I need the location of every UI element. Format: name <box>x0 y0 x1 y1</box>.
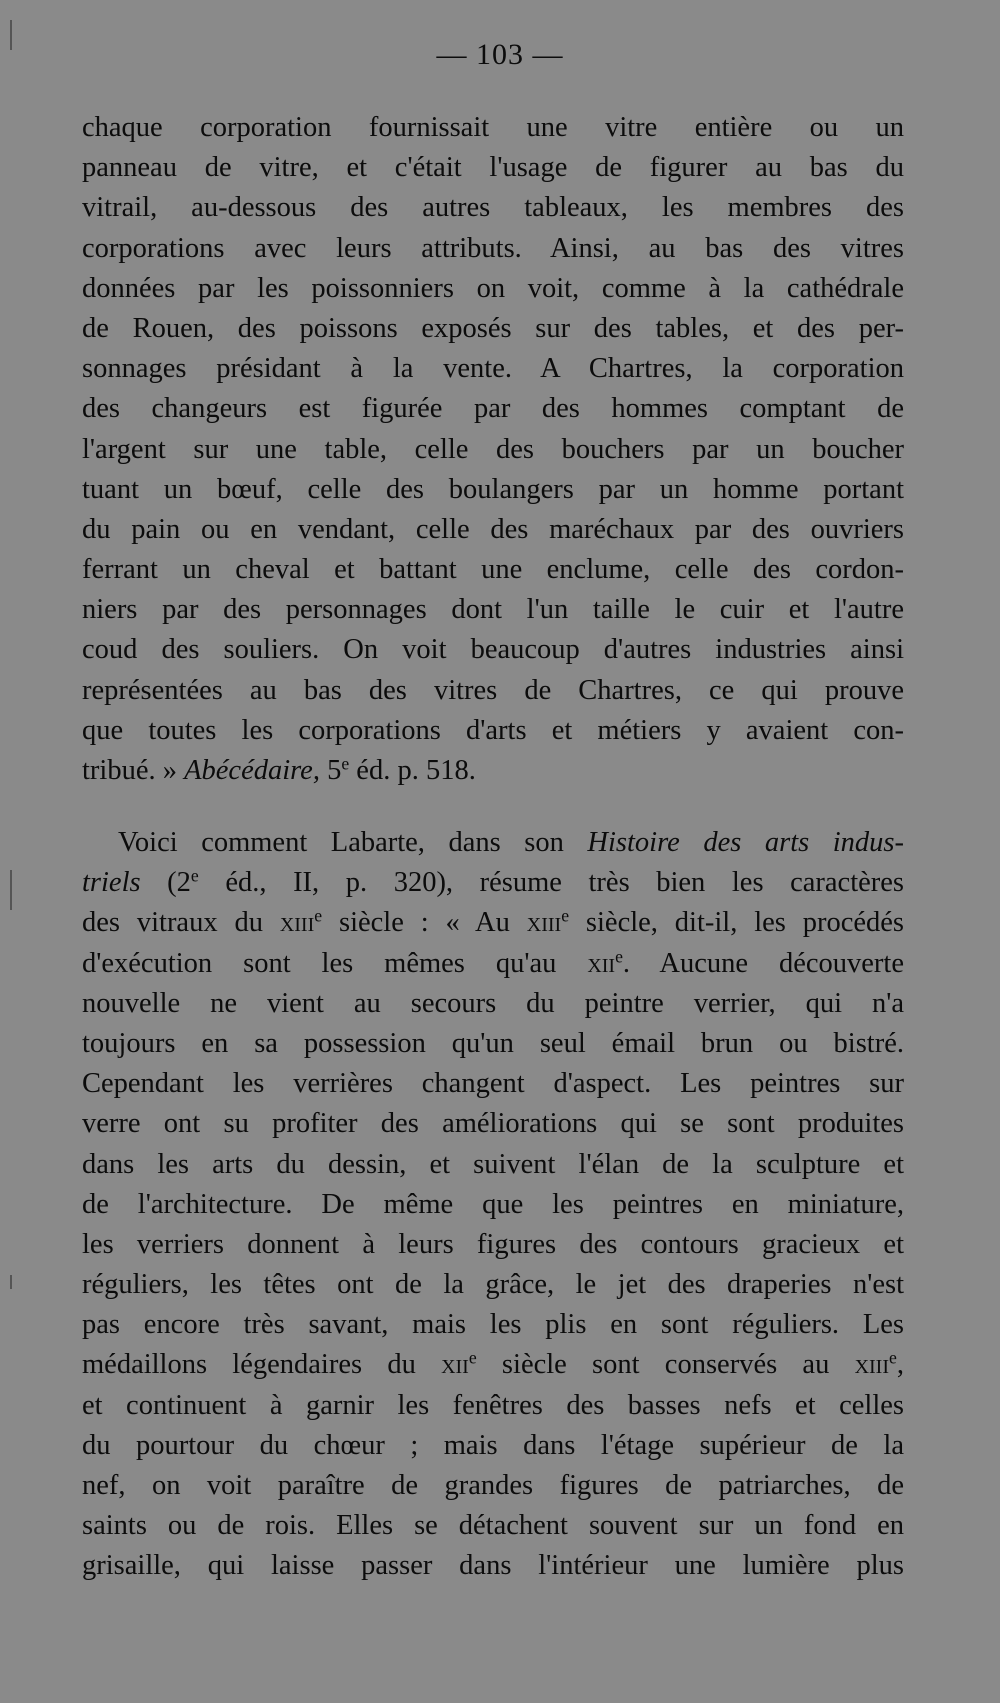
text-line <box>82 823 904 863</box>
text-line: du pain ou en vendant, celle des maréchaux par des ouvriers <box>82 513 904 545</box>
citation-page: éd. p. 518. <box>349 755 476 786</box>
text-line: nef, on voit paraître de grandes figures de patriarches, de <box>82 1470 904 1501</box>
text-line: dans les arts du dessin, et suivent l'élan de la sculpture et <box>82 1148 904 1180</box>
superscript: e <box>615 945 623 966</box>
text-line: niers par des personnages dont l'un taille le cuir et l'autre <box>82 594 904 626</box>
text-run: siècle, dit-il, les procédés <box>569 907 905 939</box>
superscript: e <box>314 905 323 926</box>
century-numeral: xii <box>441 1349 469 1381</box>
text-line: du pourtour du chœur ; mais dans l'étage supérieur de la <box>82 1429 904 1461</box>
text-run: d'exécution sont les mêmes qu'au <box>82 947 588 979</box>
text-line: coud des souliers. On voit beaucoup d'autres industries ainsi <box>82 634 904 666</box>
text-line <box>82 944 904 984</box>
text-line: saints ou de rois. Elles se détachent souvent sur un fond en <box>82 1510 904 1542</box>
text-line: réguliers, les têtes ont de la grâce, le jet des draperies n'est <box>82 1269 904 1301</box>
text-line: chaque corporation fournissait une vitre entière ou un <box>82 112 904 143</box>
scan-margin-mark <box>10 870 12 910</box>
superscript: e <box>341 753 350 774</box>
century-numeral: xii <box>587 947 616 979</box>
text-line: corporations avec leurs attributs. Ainsi, au bas des vitres <box>82 232 904 264</box>
century-numeral: xiii <box>526 907 562 939</box>
scan-margin-mark <box>10 20 12 50</box>
text-line: sonnages présidant à la vente. A Chartres, la corporation <box>82 353 904 385</box>
superscript: e <box>561 905 570 926</box>
citation-line <box>82 751 904 791</box>
text-line: nouvelle ne vient au secours du peintre verrier, qui n'a <box>82 987 904 1019</box>
text-line: que toutes les corporations d'arts et métiers y avaient con- <box>82 714 904 746</box>
text-line: Cependant les verrières changent d'aspect. Les peintres sur <box>82 1068 904 1100</box>
citation-prefix: tribué. » <box>82 755 185 786</box>
superscript: e <box>889 1347 897 1368</box>
superscript: e <box>190 865 199 886</box>
text-run: médaillons légendaires du <box>82 1349 442 1381</box>
book-title: Histoire des arts indus- <box>587 827 904 858</box>
text-run: , <box>896 1349 904 1381</box>
superscript: e <box>468 1347 477 1368</box>
text-run: siècle sont conservés au <box>476 1349 855 1381</box>
citation-edition: 5 <box>319 755 342 786</box>
text-line: ferrant un cheval et battant une enclume, celle des cordon- <box>82 554 904 586</box>
scan-margin-mark <box>10 1275 12 1289</box>
text-run: siècle : « Au <box>322 907 527 939</box>
paragraph-2 <box>82 823 904 1587</box>
intro-text: Voici comment Labarte, dans son <box>118 827 588 858</box>
text-line: de Rouen, des poissons exposés sur des tables, et des per- <box>82 312 904 344</box>
text-line: et continuent à garnir les fenêtres des basses nefs et celles <box>82 1389 904 1421</box>
century-numeral: xiii <box>279 907 315 939</box>
edition-rest: éd., II, p. 320), résume très bien les caractères <box>198 867 905 899</box>
century-numeral: xiii <box>854 1349 890 1381</box>
text-line: grisaille, qui laisse passer dans l'intérieur une lumière plus <box>82 1550 904 1582</box>
text-run: des vitraux du <box>82 907 280 939</box>
text-line <box>82 1345 904 1385</box>
text-line: tuant un bœuf, celle des boulangers par un homme portant <box>82 473 904 505</box>
text-line: panneau de vitre, et c'était l'usage de figurer au bas du <box>82 152 904 184</box>
text-line: de l'architecture. De même que les peintres en miniature, <box>82 1188 904 1220</box>
paragraph-1 <box>82 108 904 791</box>
page-number: — 103 — <box>436 38 564 71</box>
edition-text: (2 <box>140 867 191 899</box>
text-line <box>82 863 904 903</box>
book-title-cont: triels <box>82 867 141 899</box>
text-line: vitrail, au-dessous des autres tableaux, les membres des <box>82 192 904 224</box>
text-line <box>82 903 904 943</box>
text-line: pas encore très savant, mais les plis en sont réguliers. Les <box>82 1309 904 1341</box>
text-run: . Aucune découverte <box>622 947 904 979</box>
text-line: toujours en sa possession qu'un seul émail brun ou bistré. <box>82 1027 904 1059</box>
text-line: représentées au bas des vitres de Chartres, ce qui prouve <box>82 674 904 706</box>
text-line: des changeurs est figurée par des hommes comptant de <box>82 393 904 425</box>
text-line: verre ont su profiter des améliorations qui se sont produites <box>82 1108 904 1140</box>
text-line: les verriers donnent à leurs figures des contours gracieux et <box>82 1228 904 1260</box>
text-line: données par les poissonniers on voit, comme à la cathédrale <box>82 272 904 304</box>
citation-title: Abécédaire, <box>184 755 320 786</box>
text-line: l'argent sur une table, celle des bouchers par un boucher <box>82 433 904 465</box>
